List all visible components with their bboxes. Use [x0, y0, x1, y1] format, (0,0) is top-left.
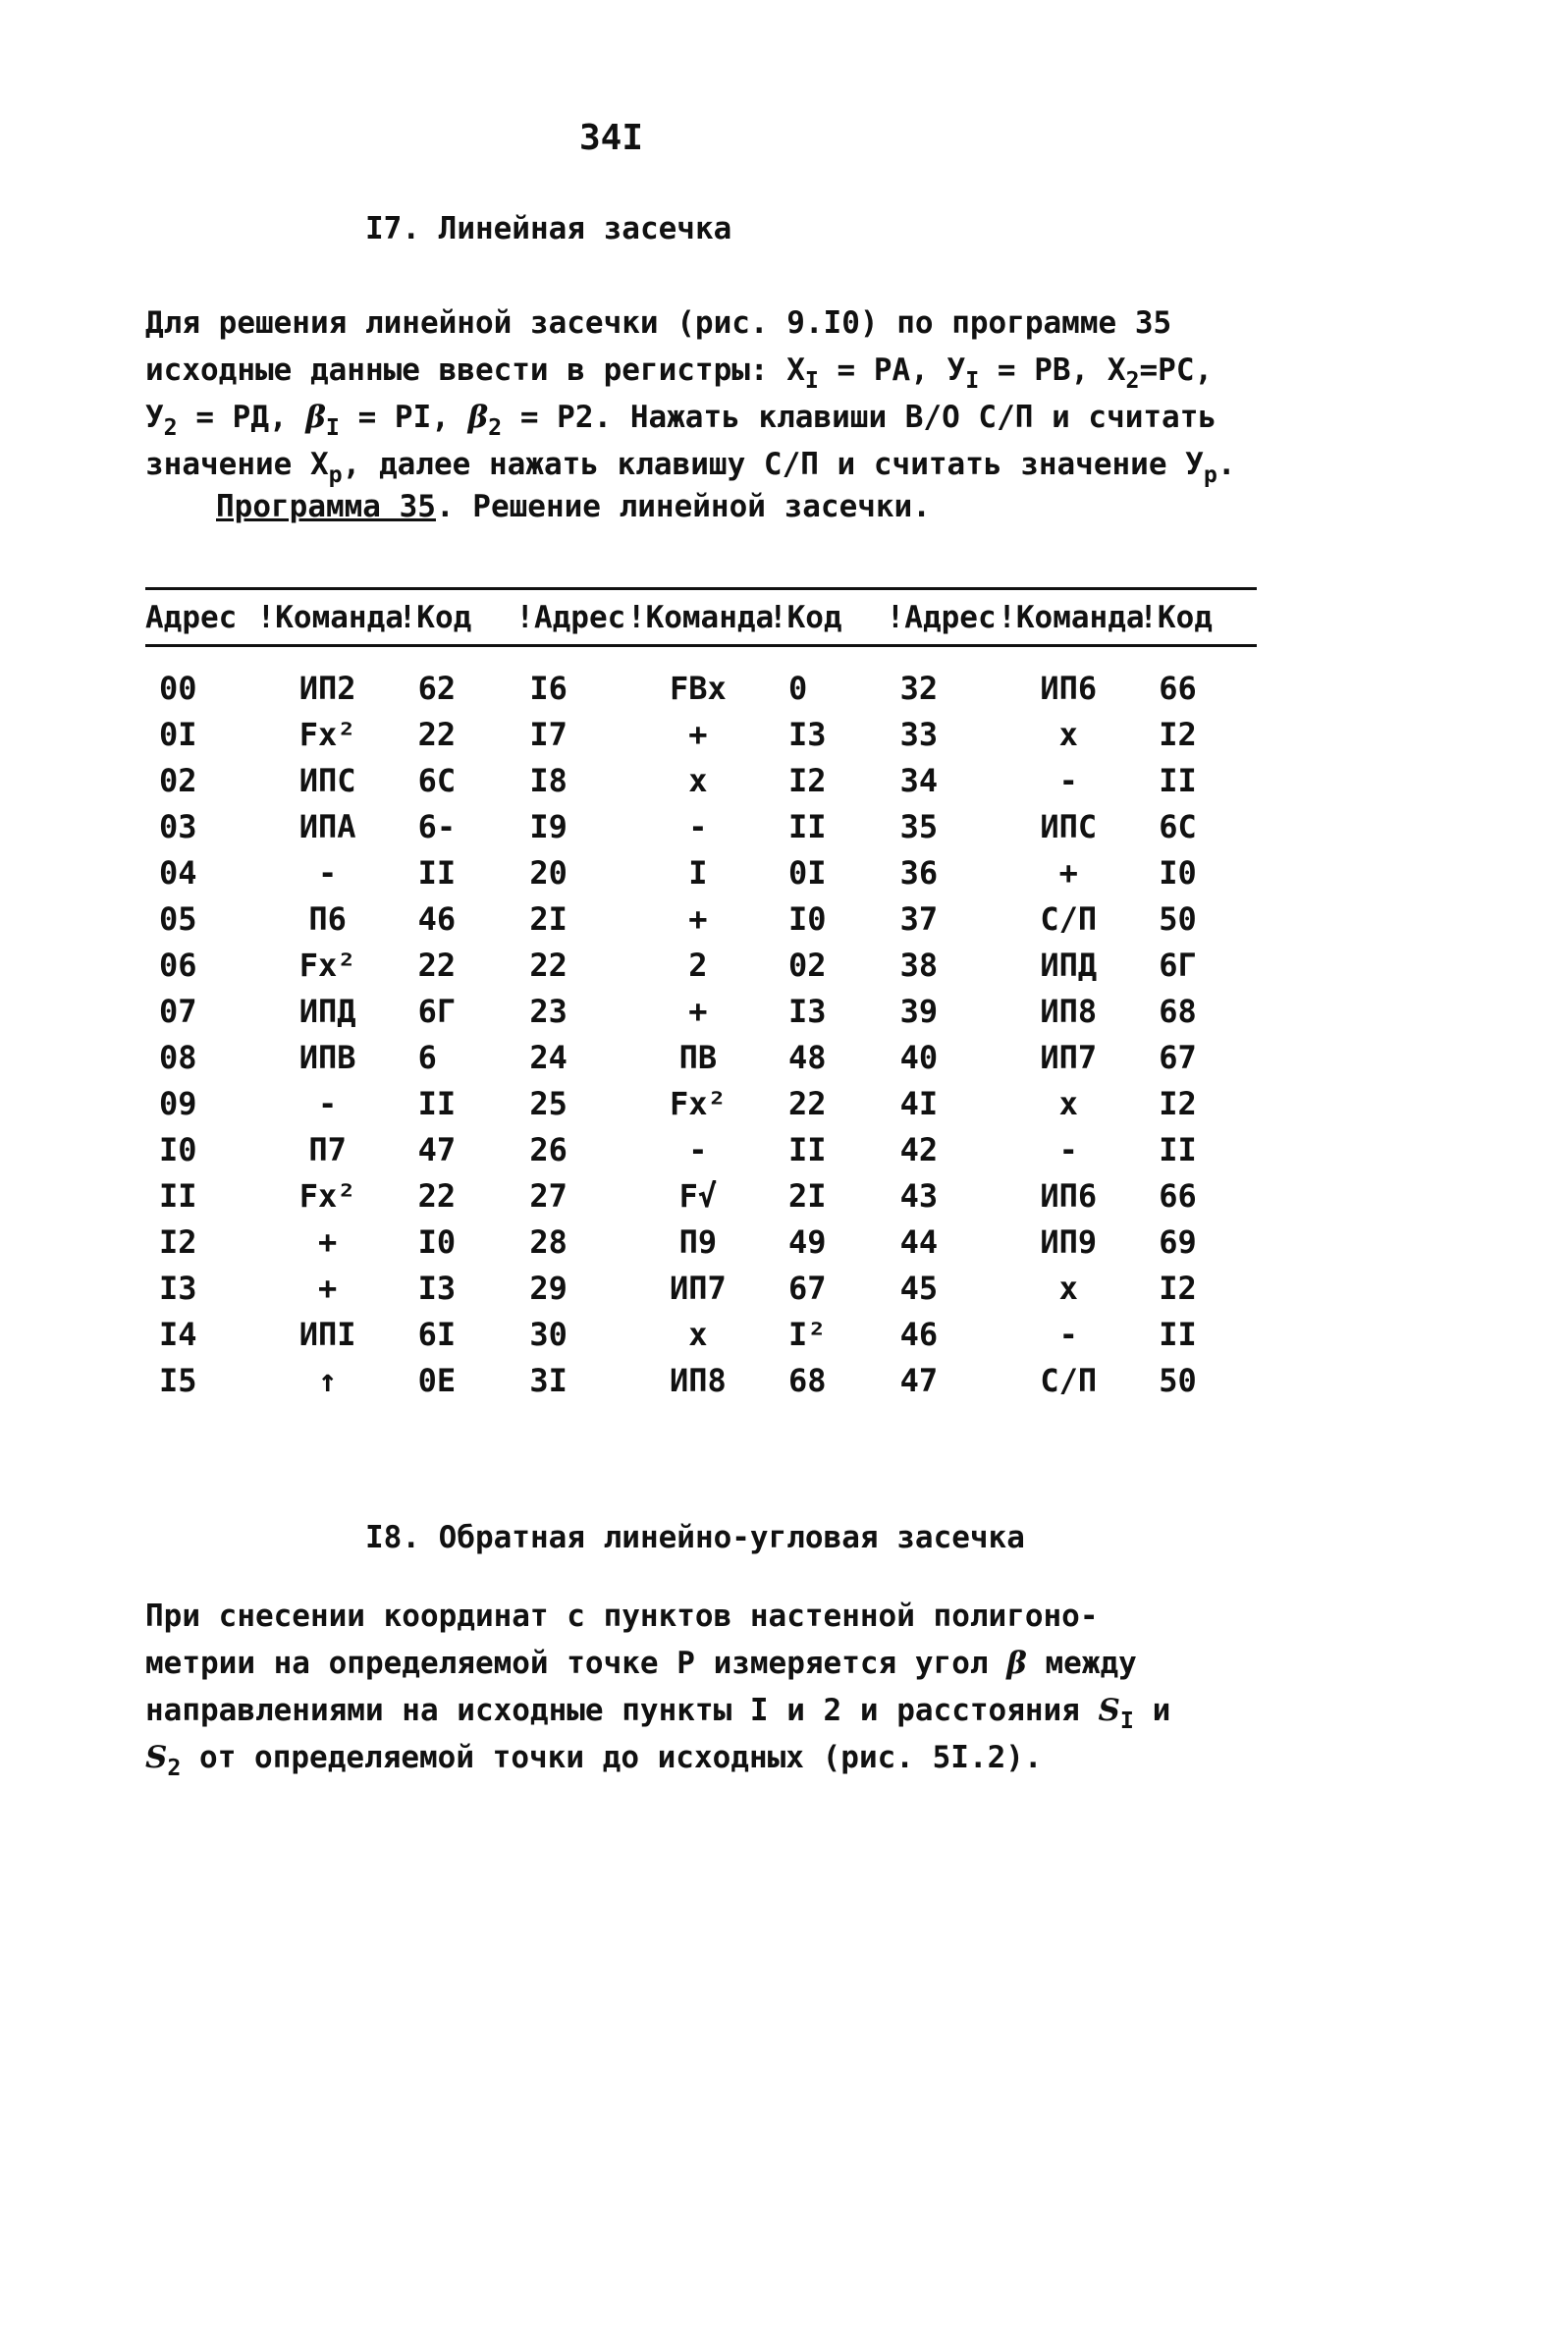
cell-code: 6Г: [417, 992, 457, 1030]
cell-code: 68: [787, 1361, 827, 1399]
cell-command: ИПС: [298, 761, 356, 799]
cell-code: 6-: [417, 807, 457, 845]
cell-address: 25: [529, 1084, 568, 1122]
cell-command: ИПI: [298, 1315, 356, 1353]
cell-address: 26: [529, 1130, 568, 1168]
cell-command: -: [317, 853, 338, 892]
cell-code: II: [787, 1130, 827, 1168]
cell-address: 30: [529, 1315, 568, 1353]
cell-address: 39: [899, 992, 939, 1030]
cell-code: I0: [787, 899, 827, 938]
table-header-rule: [145, 644, 1257, 647]
cell-address: 23: [529, 992, 568, 1030]
table-body: [145, 647, 1257, 1403]
cell-code: I0: [1159, 853, 1197, 892]
cell-code: 68: [1159, 992, 1197, 1030]
cell-code: II: [1159, 1130, 1197, 1168]
cell-address: 20: [529, 853, 568, 892]
program-title: Программа 35. Решение линейной засечки.: [216, 489, 931, 524]
cell-address: 40: [899, 1038, 939, 1076]
cell-code: 46: [417, 899, 457, 938]
cell-address: 43: [899, 1176, 939, 1215]
cell-address: I6: [529, 669, 568, 707]
cell-code: 22: [417, 946, 457, 984]
cell-command: ИП9: [1040, 1222, 1098, 1261]
header-command: !Команда: [998, 600, 1145, 635]
paragraph-line: метрии на определяемой точке P измеряется угол β между: [145, 1646, 1137, 1681]
table-row: [145, 988, 1257, 1034]
cell-address: 47: [899, 1361, 939, 1399]
cell-command: -: [1058, 1315, 1078, 1353]
cell-code: II: [787, 807, 827, 845]
table-row: [145, 1126, 1257, 1172]
cell-address: 00: [159, 669, 197, 707]
cell-code: II: [1159, 1315, 1197, 1353]
cell-command: -: [1058, 761, 1078, 799]
cell-address: I4: [159, 1315, 197, 1353]
cell-code: II: [417, 853, 457, 892]
cell-command: ИПВ: [298, 1038, 356, 1076]
program-listing: [145, 590, 1257, 1403]
cell-address: 37: [899, 899, 939, 938]
cell-address: 07: [159, 992, 197, 1030]
cell-code: I3: [417, 1269, 457, 1307]
cell-address: 2I: [529, 899, 568, 938]
cell-command: Fx²: [298, 946, 356, 984]
cell-command: -: [688, 1130, 708, 1168]
table-row: [145, 757, 1257, 803]
cell-command: x: [1058, 715, 1078, 753]
cell-command: С/П: [1040, 1361, 1098, 1399]
cell-address: 28: [529, 1222, 568, 1261]
cell-command: I: [688, 853, 708, 892]
cell-address: I0: [159, 1130, 197, 1168]
cell-address: 46: [899, 1315, 939, 1353]
cell-address: 33: [899, 715, 939, 753]
cell-code: 48: [787, 1038, 827, 1076]
cell-command: +: [317, 1222, 338, 1261]
cell-command: +: [317, 1269, 338, 1307]
cell-command: F√: [678, 1176, 718, 1215]
cell-code: 2I: [787, 1176, 827, 1215]
cell-address: I7: [529, 715, 568, 753]
paragraph-line: При снесении координат с пунктов настенной полигоно-: [145, 1599, 1099, 1634]
header-code: !Код: [398, 600, 472, 635]
cell-address: 03: [159, 807, 197, 845]
section-17-heading: I7. Линейная засечка: [365, 211, 732, 246]
cell-address: 36: [899, 853, 939, 892]
cell-address: I8: [529, 761, 568, 799]
cell-command: 2: [688, 946, 708, 984]
cell-command: x: [688, 761, 708, 799]
cell-address: II: [159, 1176, 197, 1215]
cell-code: 02: [787, 946, 827, 984]
header-code: !Код: [1139, 600, 1213, 635]
cell-command: -: [1058, 1130, 1078, 1168]
header-address: !Адрес: [515, 600, 626, 635]
cell-command: ИП7: [1040, 1038, 1098, 1076]
cell-code: 49: [787, 1222, 827, 1261]
cell-code: 69: [1159, 1222, 1197, 1261]
cell-address: I9: [529, 807, 568, 845]
paragraph-line: $У_2$ = PД, $\beta_I$ = PI, $\beta_2 = P2$. Нажать клавиши В/О С/П и считать: [145, 400, 1217, 442]
table-row: [145, 1357, 1257, 1403]
table-row: [145, 647, 1257, 711]
table-row: [145, 1080, 1257, 1126]
cell-command: ИПС: [1040, 807, 1098, 845]
cell-code: 6С: [1159, 807, 1197, 845]
cell-command: ИП6: [1040, 669, 1098, 707]
cell-code: II: [417, 1084, 457, 1122]
header-address: Адрес: [145, 600, 238, 635]
cell-code: 47: [417, 1130, 457, 1168]
cell-address: 02: [159, 761, 197, 799]
cell-address: 06: [159, 946, 197, 984]
header-code: !Код: [768, 600, 842, 635]
paragraph-line: исходные данные ввести в регистры: $X_I$ = PA, $У_I$ = PB, $X_2=PC$,: [145, 353, 1214, 395]
cell-command: ИП2: [298, 669, 356, 707]
cell-address: 4I: [899, 1084, 939, 1122]
table-row: [145, 803, 1257, 849]
cell-command: ИП8: [1040, 992, 1098, 1030]
cell-code: 66: [1159, 669, 1197, 707]
cell-address: 24: [529, 1038, 568, 1076]
cell-code: I2: [1159, 1084, 1197, 1122]
cell-command: ИП8: [670, 1361, 727, 1399]
cell-address: 08: [159, 1038, 197, 1076]
cell-command: ИПА: [298, 807, 356, 845]
cell-address: 09: [159, 1084, 197, 1122]
table-header: [145, 590, 1257, 647]
cell-code: 50: [1159, 899, 1197, 938]
cell-address: 38: [899, 946, 939, 984]
cell-code: I3: [787, 992, 827, 1030]
cell-code: 0Е: [417, 1361, 457, 1399]
cell-address: I3: [159, 1269, 197, 1307]
cell-address: 27: [529, 1176, 568, 1215]
cell-address: I2: [159, 1222, 197, 1261]
cell-code: 67: [1159, 1038, 1197, 1076]
table-row: [145, 849, 1257, 895]
cell-code: I2: [1159, 715, 1197, 753]
cell-command: +: [688, 992, 708, 1030]
table-row: [145, 1311, 1257, 1357]
cell-code: 62: [417, 669, 457, 707]
header-address: !Адрес: [886, 600, 997, 635]
table-row: [145, 1219, 1257, 1265]
cell-address: 0I: [159, 715, 197, 753]
cell-code: 22: [787, 1084, 827, 1122]
cell-command: x: [1058, 1269, 1078, 1307]
cell-address: 05: [159, 899, 197, 938]
cell-code: 66: [1159, 1176, 1197, 1215]
cell-command: Fx²: [670, 1084, 727, 1122]
table-row: [145, 1265, 1257, 1311]
table-row: [145, 711, 1257, 757]
page-number: 34I: [579, 118, 644, 158]
cell-command: -: [688, 807, 708, 845]
cell-command: ИПД: [1040, 946, 1098, 984]
cell-command: ПВ: [678, 1038, 718, 1076]
cell-code: 0I: [787, 853, 827, 892]
cell-address: I5: [159, 1361, 197, 1399]
section-17-paragraph: [145, 299, 1294, 488]
table-row: [145, 895, 1257, 942]
table-row: [145, 1034, 1257, 1080]
cell-command: +: [1058, 853, 1078, 892]
cell-code: I0: [417, 1222, 457, 1261]
cell-command: x: [1058, 1084, 1078, 1122]
cell-address: 29: [529, 1269, 568, 1307]
header-command: !Команда: [256, 600, 404, 635]
table-row: [145, 1172, 1257, 1219]
cell-command: +: [688, 899, 708, 938]
cell-code: I3: [787, 715, 827, 753]
paragraph-line: значение $X_p$, далее нажать клавишу С/П и считать значение $У_p$.: [145, 447, 1236, 489]
cell-code: 6I: [417, 1315, 457, 1353]
cell-code: 22: [417, 1176, 457, 1215]
cell-code: 6: [417, 1038, 437, 1076]
cell-address: 35: [899, 807, 939, 845]
cell-address: 22: [529, 946, 568, 984]
cell-address: 3I: [529, 1361, 568, 1399]
cell-address: 42: [899, 1130, 939, 1168]
cell-command: x: [688, 1315, 708, 1353]
cell-command: -: [317, 1084, 338, 1122]
cell-command: П9: [678, 1222, 718, 1261]
cell-command: П7: [308, 1130, 347, 1168]
cell-code: 22: [417, 715, 457, 753]
cell-address: 04: [159, 853, 197, 892]
cell-address: 34: [899, 761, 939, 799]
cell-command: +: [688, 715, 708, 753]
cell-code: 67: [787, 1269, 827, 1307]
cell-command: ↑: [317, 1361, 338, 1399]
table-row: [145, 942, 1257, 988]
cell-command: Fx²: [298, 1176, 356, 1215]
cell-command: ИП6: [1040, 1176, 1098, 1215]
cell-command: ИП7: [670, 1269, 727, 1307]
cell-address: 44: [899, 1222, 939, 1261]
paragraph-line: $S_2$ от определяемой точки до исходных (рис. 5I.2).: [145, 1740, 1043, 1782]
cell-command: Fx²: [298, 715, 356, 753]
cell-code: II: [1159, 761, 1197, 799]
paragraph-line: направлениями на исходные пункты I и 2 и расстояния $S_I$ и: [145, 1693, 1171, 1735]
cell-code: 6Г: [1159, 946, 1197, 984]
cell-command: FBx: [670, 669, 727, 707]
cell-command: ИПД: [298, 992, 356, 1030]
cell-address: 45: [899, 1269, 939, 1307]
cell-command: С/П: [1040, 899, 1098, 938]
cell-code: 6С: [417, 761, 457, 799]
cell-code: I²: [787, 1315, 827, 1353]
cell-code: I2: [1159, 1269, 1197, 1307]
cell-address: 32: [899, 669, 939, 707]
section-18-paragraph: [145, 1593, 1235, 1781]
cell-code: 0: [787, 669, 808, 707]
cell-code: 50: [1159, 1361, 1197, 1399]
program-table: [145, 587, 1257, 1403]
header-command: !Команда: [626, 600, 775, 635]
section-18-heading: I8. Обратная линейно-угловая засечка: [365, 1520, 1025, 1555]
paragraph-line: Для решения линейной засечки (рис. 9.I0) по программе 35: [145, 305, 1172, 341]
cell-command: П6: [308, 899, 347, 938]
cell-code: I2: [787, 761, 827, 799]
